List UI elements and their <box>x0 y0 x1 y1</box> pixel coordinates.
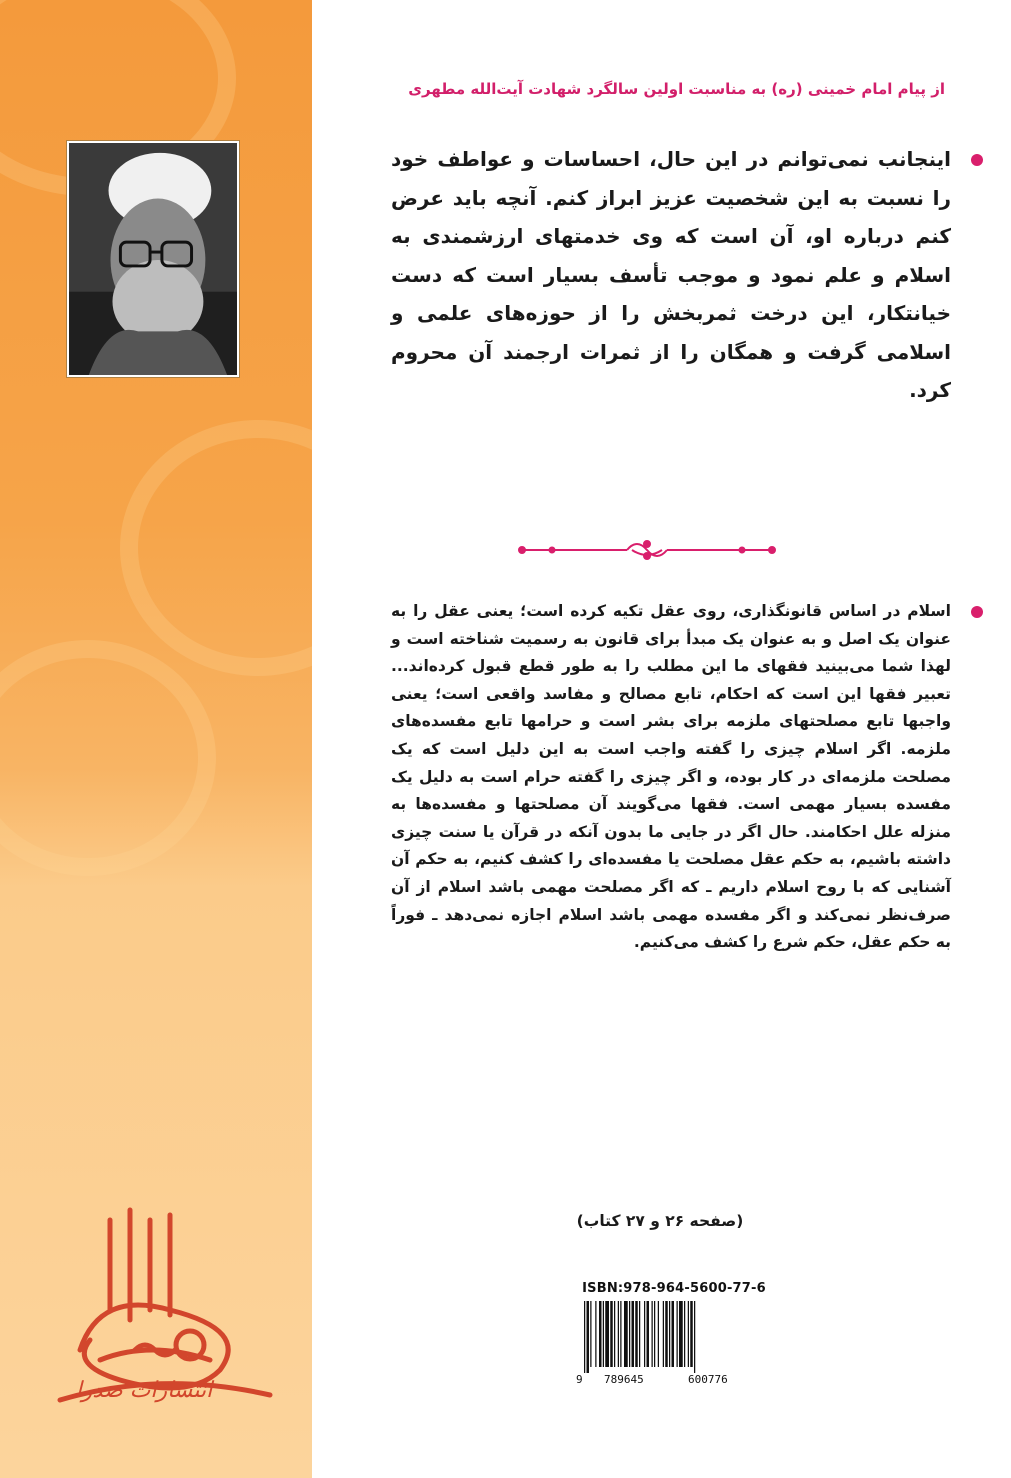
source-heading: از پیام امام خمینی (ره) به مناسبت اولین سالگرد شهادت آیت‌الله مطهری <box>408 80 945 98</box>
barcode-bars <box>582 1301 768 1373</box>
barcode-bar <box>605 1301 609 1367</box>
barcode-bar <box>587 1301 590 1373</box>
bullet-icon <box>971 606 983 618</box>
barcode-bar <box>658 1301 659 1367</box>
barcode-bar <box>595 1301 596 1367</box>
barcode-bar <box>654 1301 655 1367</box>
text-panel <box>312 0 1011 1478</box>
barcode-bar <box>665 1301 668 1367</box>
barcode-bar <box>679 1301 683 1367</box>
barcode-bar <box>688 1301 689 1367</box>
decorative-sidebar <box>0 0 312 1478</box>
author-portrait <box>66 140 240 378</box>
barcode-digit-lead: 9 <box>576 1373 583 1386</box>
barcode-bar <box>599 1301 602 1367</box>
barcode-digits-left: 789645 <box>604 1373 644 1386</box>
barcode-bar <box>672 1301 675 1367</box>
barcode-bar <box>620 1301 621 1367</box>
barcode-bar <box>590 1301 591 1367</box>
barcode-bar <box>614 1301 615 1367</box>
publisher-name: انتشارات صدرا <box>75 1378 213 1403</box>
barcode-bar <box>610 1301 613 1367</box>
isbn-barcode <box>576 1281 772 1393</box>
barcode-bar <box>629 1301 630 1367</box>
page-citation: (صفحه ۲۶ و ۲۷ کتاب) <box>576 1212 744 1230</box>
barcode-bar <box>690 1301 693 1367</box>
barcode-bar <box>603 1301 604 1367</box>
barcode-bar <box>669 1301 670 1367</box>
barcode-bar <box>652 1301 653 1367</box>
barcode-bar <box>632 1301 635 1367</box>
barcode-bar <box>639 1301 640 1367</box>
ornamental-divider <box>512 535 782 565</box>
ornament-shape <box>0 640 216 876</box>
barcode-bar <box>677 1301 678 1367</box>
barcode-bar <box>684 1301 685 1367</box>
barcode-bar <box>647 1301 650 1367</box>
barcode-bar <box>644 1301 645 1367</box>
bullet-icon <box>971 154 983 166</box>
isbn-label: ISBN:978-964-5600-77-6 <box>582 1281 766 1296</box>
barcode-bar <box>635 1301 638 1367</box>
barcode-bar <box>624 1301 628 1367</box>
excerpt-paragraph: اسلام در اساس قانونگذاری، روی عقل تکیه کرده است؛ یعنی عقل را به عنوان یک اصل و به عنوان یک مبدأ برای قانون به رسمیت شناخته است و لهذا شما می‌بینید فقهای ما این مطلب را به طور قطع قبول کرده‌اند... تعبیر فقها این است که احکام، تابع مصالح و مفاسد واقعی است؛ یعنی واجبها تابع مصلحتهای ملزمه برای بشر است و حرامها تابع مفسده‌های ملزمه. اگر اسلام چیزی را گفته واجب است به این دلیل است که یک مصلحت ملزمه‌ای در کار بوده، و اگر چیزی را گفته حرام است به دلیل یک مفسده بسیار مهمی است. فقها می‌گویند آن مصلحتها و مفسده‌ها به منزله علل احکامند. حال اگر در جایی ما بدون آنکه در قرآن یا سنت چیزی داشته باشیم، به حکم عقل مصلحت یا مفسده‌ای را کشف کنیم، به حکم آن آشنایی که با روح اسلام داریم ـ که اگر مصلحت مهمی باشد اسلام از آن صرف‌نظر نمی‌کند و اگر مفسده مهمی باشد اسلام اجازه نمی‌دهد ـ فوراً به حکم عقل، حکم شرع را کشف می‌کنیم. <box>391 602 951 952</box>
barcode-bar <box>584 1301 585 1373</box>
barcode-bar <box>694 1301 695 1373</box>
barcode-digits-right: 600776 <box>688 1373 728 1386</box>
barcode-bar <box>663 1301 664 1367</box>
ornament-shape <box>120 420 312 676</box>
barcode-bar <box>618 1301 619 1367</box>
quote-paragraph: اینجانب نمی‌توانم در این حال، احساسات و عواطف خود را نسبت به این شخصیت عزیز ابراز کنم. آنچه باید عرض کنم درباره او، آن است که وی خدمتهای ارزشمندی به اسلام و علم نمود و موجب تأسف بسیار است که دست خیانتکار، این درخت ثمربخش را از حوزه‌های علمی و اسلامی گرفت و همگان را از ثمرات ارجمند آن محروم کرد. <box>391 147 951 402</box>
